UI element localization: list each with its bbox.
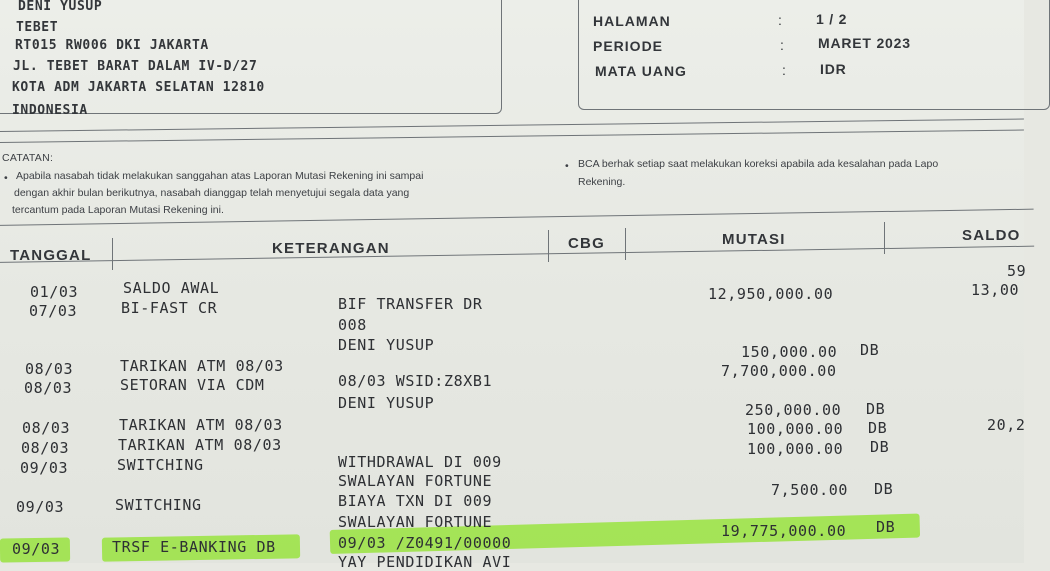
row-10-type: DB (870, 438, 890, 456)
row-1-desc: SALDO AWAL (123, 279, 220, 297)
header-tanggal: TANGGAL (10, 247, 92, 264)
mata-uang-value: IDR (820, 61, 847, 77)
row-2-date: 07/03 (29, 302, 78, 320)
row-2-saldo: 13,00 (971, 281, 1020, 299)
halaman-value: 1 / 2 (816, 11, 848, 27)
notes-left-line-2: dengan akhir bulan berikutnya, nasabah dianggap telah menyetujui segala data yang (14, 187, 410, 199)
row-12-type: DB (874, 480, 894, 498)
address-line-3: RT015 RW006 DKI JAKARTA (15, 38, 209, 53)
row-6-detail: 08/03 WSID:Z8XB1 (338, 372, 493, 390)
row-9-desc: TARIKAN ATM 08/03 (118, 436, 282, 454)
periode-label: PERIODE (593, 38, 664, 54)
mata-uang-label: MATA UANG (595, 63, 687, 79)
notes-bullet-right: • (565, 160, 569, 172)
row-10-desc: SWITCHING (117, 456, 204, 474)
row-11-detail: SWALAYAN FORTUNE (338, 472, 493, 490)
row-9-type: DB (868, 419, 888, 437)
row-14-date: 09/03 (12, 540, 61, 558)
row-5-mutasi: 150,000.00 (741, 343, 838, 361)
header-sep-1 (112, 238, 113, 270)
row-12-desc: SWITCHING (115, 496, 202, 514)
row-2-desc: BI-FAST CR (121, 299, 218, 317)
row-8-desc: TARIKAN ATM 08/03 (119, 416, 283, 434)
notes-left-line-1: Apabila nasabah tidak melakukan sanggahan atas Laporan Mutasi Rekening ini sampai (16, 170, 424, 182)
notes-bullet-left: • (4, 172, 8, 184)
row-15-detail: YAY PENDIDIKAN AVI (338, 553, 512, 571)
row-5-type: DB (860, 341, 880, 359)
header-saldo: SALDO (962, 227, 1021, 244)
row-8-date: 08/03 (22, 419, 71, 437)
row-14-mutasi: 19,775,000.00 (721, 522, 847, 540)
header-sep-4 (884, 222, 885, 254)
row-10-detail: WITHDRAWAL DI 009 (338, 453, 502, 471)
row-9-saldo: 20,2 (987, 416, 1026, 434)
rule-top (0, 118, 1024, 132)
mata-uang-colon: : (782, 62, 786, 78)
row-14-detail: 09/03 /Z0491/00000 (338, 534, 512, 552)
address-line-6: INDONESIA (12, 103, 88, 118)
row-14-desc: TRSF E-BANKING DB (112, 538, 276, 556)
notes-right-line-2: Rekening. (578, 176, 626, 188)
row-14-type: DB (876, 518, 896, 536)
header-mutasi: MUTASI (722, 231, 786, 248)
row-3-detail: 008 (338, 316, 367, 334)
row-8-type: DB (866, 400, 886, 418)
row-13-detail: SWALAYAN FORTUNE (338, 513, 493, 531)
halaman-colon: : (778, 12, 782, 28)
header-keterangan: KETERANGAN (272, 240, 390, 257)
row-6-desc: SETORAN VIA CDM (120, 376, 265, 394)
row-9-mutasi: 100,000.00 (747, 420, 844, 438)
row-2-detail: BIF TRANSFER DR (338, 295, 483, 313)
address-name: DENI YUSUP (18, 0, 103, 14)
address-line-5: KOTA ADM JAKARTA SELATAN 12810 (12, 80, 265, 95)
row-6-mutasi: 7,700,000.00 (721, 362, 837, 380)
periode-value: MARET 2023 (818, 35, 911, 51)
notes-left-line-3: tercantum pada Laporan Mutasi Rekening ini. (12, 204, 224, 216)
address-line-4: JL. TEBET BARAT DALAM IV-D/27 (13, 59, 258, 74)
row-6-date: 08/03 (24, 379, 73, 397)
periode-colon: : (780, 37, 784, 53)
header-sep-2 (548, 230, 549, 262)
rule-top-2 (0, 129, 1024, 143)
row-12-date: 09/03 (16, 498, 65, 516)
row-7-detail: DENI YUSUP (338, 394, 435, 412)
address-box (0, 0, 502, 114)
row-10-mutasi: 100,000.00 (747, 440, 844, 458)
row-12-mutasi: 7,500.00 (771, 481, 849, 499)
row-2-mutasi: 12,950,000.00 (708, 285, 834, 303)
header-sep-3 (625, 228, 626, 260)
row-4-detail: DENI YUSUP (338, 336, 435, 354)
row-9-date: 08/03 (21, 439, 70, 457)
row-1-saldo: 59 (1007, 262, 1027, 280)
row-10-date: 09/03 (20, 459, 69, 477)
row-1-date: 01/03 (30, 283, 79, 301)
notes-title: CATATAN: (2, 152, 54, 164)
row-5-desc: TARIKAN ATM 08/03 (120, 357, 284, 375)
row-8-mutasi: 250,000.00 (745, 401, 842, 419)
table-header-band (0, 209, 1034, 263)
header-cbg: CBG (568, 235, 605, 252)
row-12-detail: BIAYA TXN DI 009 (338, 492, 493, 510)
halaman-label: HALAMAN (593, 13, 671, 29)
address-line-2: TEBET (16, 20, 59, 35)
row-5-date: 08/03 (25, 360, 74, 378)
notes-right-line-1: BCA berhak setiap saat melakukan koreksi apabila ada kesalahan pada Lapo (578, 158, 939, 170)
